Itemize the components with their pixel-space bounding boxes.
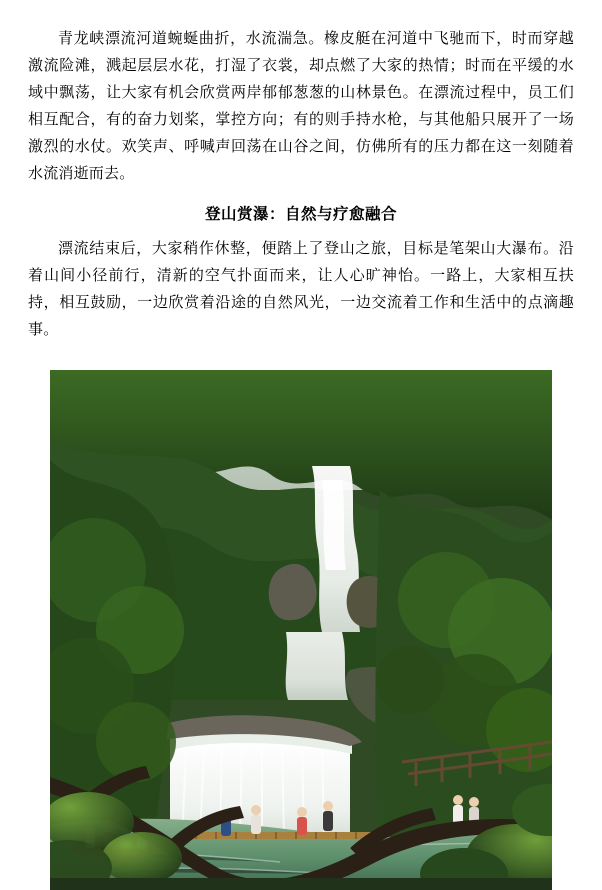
waterfall-photo [50, 370, 552, 890]
body-paragraph-2: 漂流结束后，大家稍作休整，便踏上了登山之旅，目标是笔架山大瀑布。沿着山间小径前行，清新的空气扑面而来，让人心旷神怡。一路上，大家相互扶持，相互鼓励，一边欣赏着沿途的自然风光，一边交流着工作和生活中的点滴趣事。 [28, 241, 574, 338]
section-heading: 登山赏瀑：自然与疗愈融合 [204, 206, 397, 223]
body-paragraph-1: 青龙峡漂流河道蜿蜒曲折，水流湍急。橡皮艇在河道中飞驰而下，时而穿越激流险滩，溅起层层水花，打湿了衣裳，却点燃了大家的热情；时而在平缓的水域中飘荡，让大家有机会欣赏两岸郁郁葱葱的山林景色。在漂流过程中，员工们相互配合，有的奋力划桨，掌控方向；有的则手持水枪，与其他船只展开了一场激烈的水仗。欢笑声、呼喊声回荡在山谷之间，仿佛所有的压力都在这一刻随着水流消逝而去。 [28, 31, 574, 182]
figure-container [28, 370, 574, 890]
